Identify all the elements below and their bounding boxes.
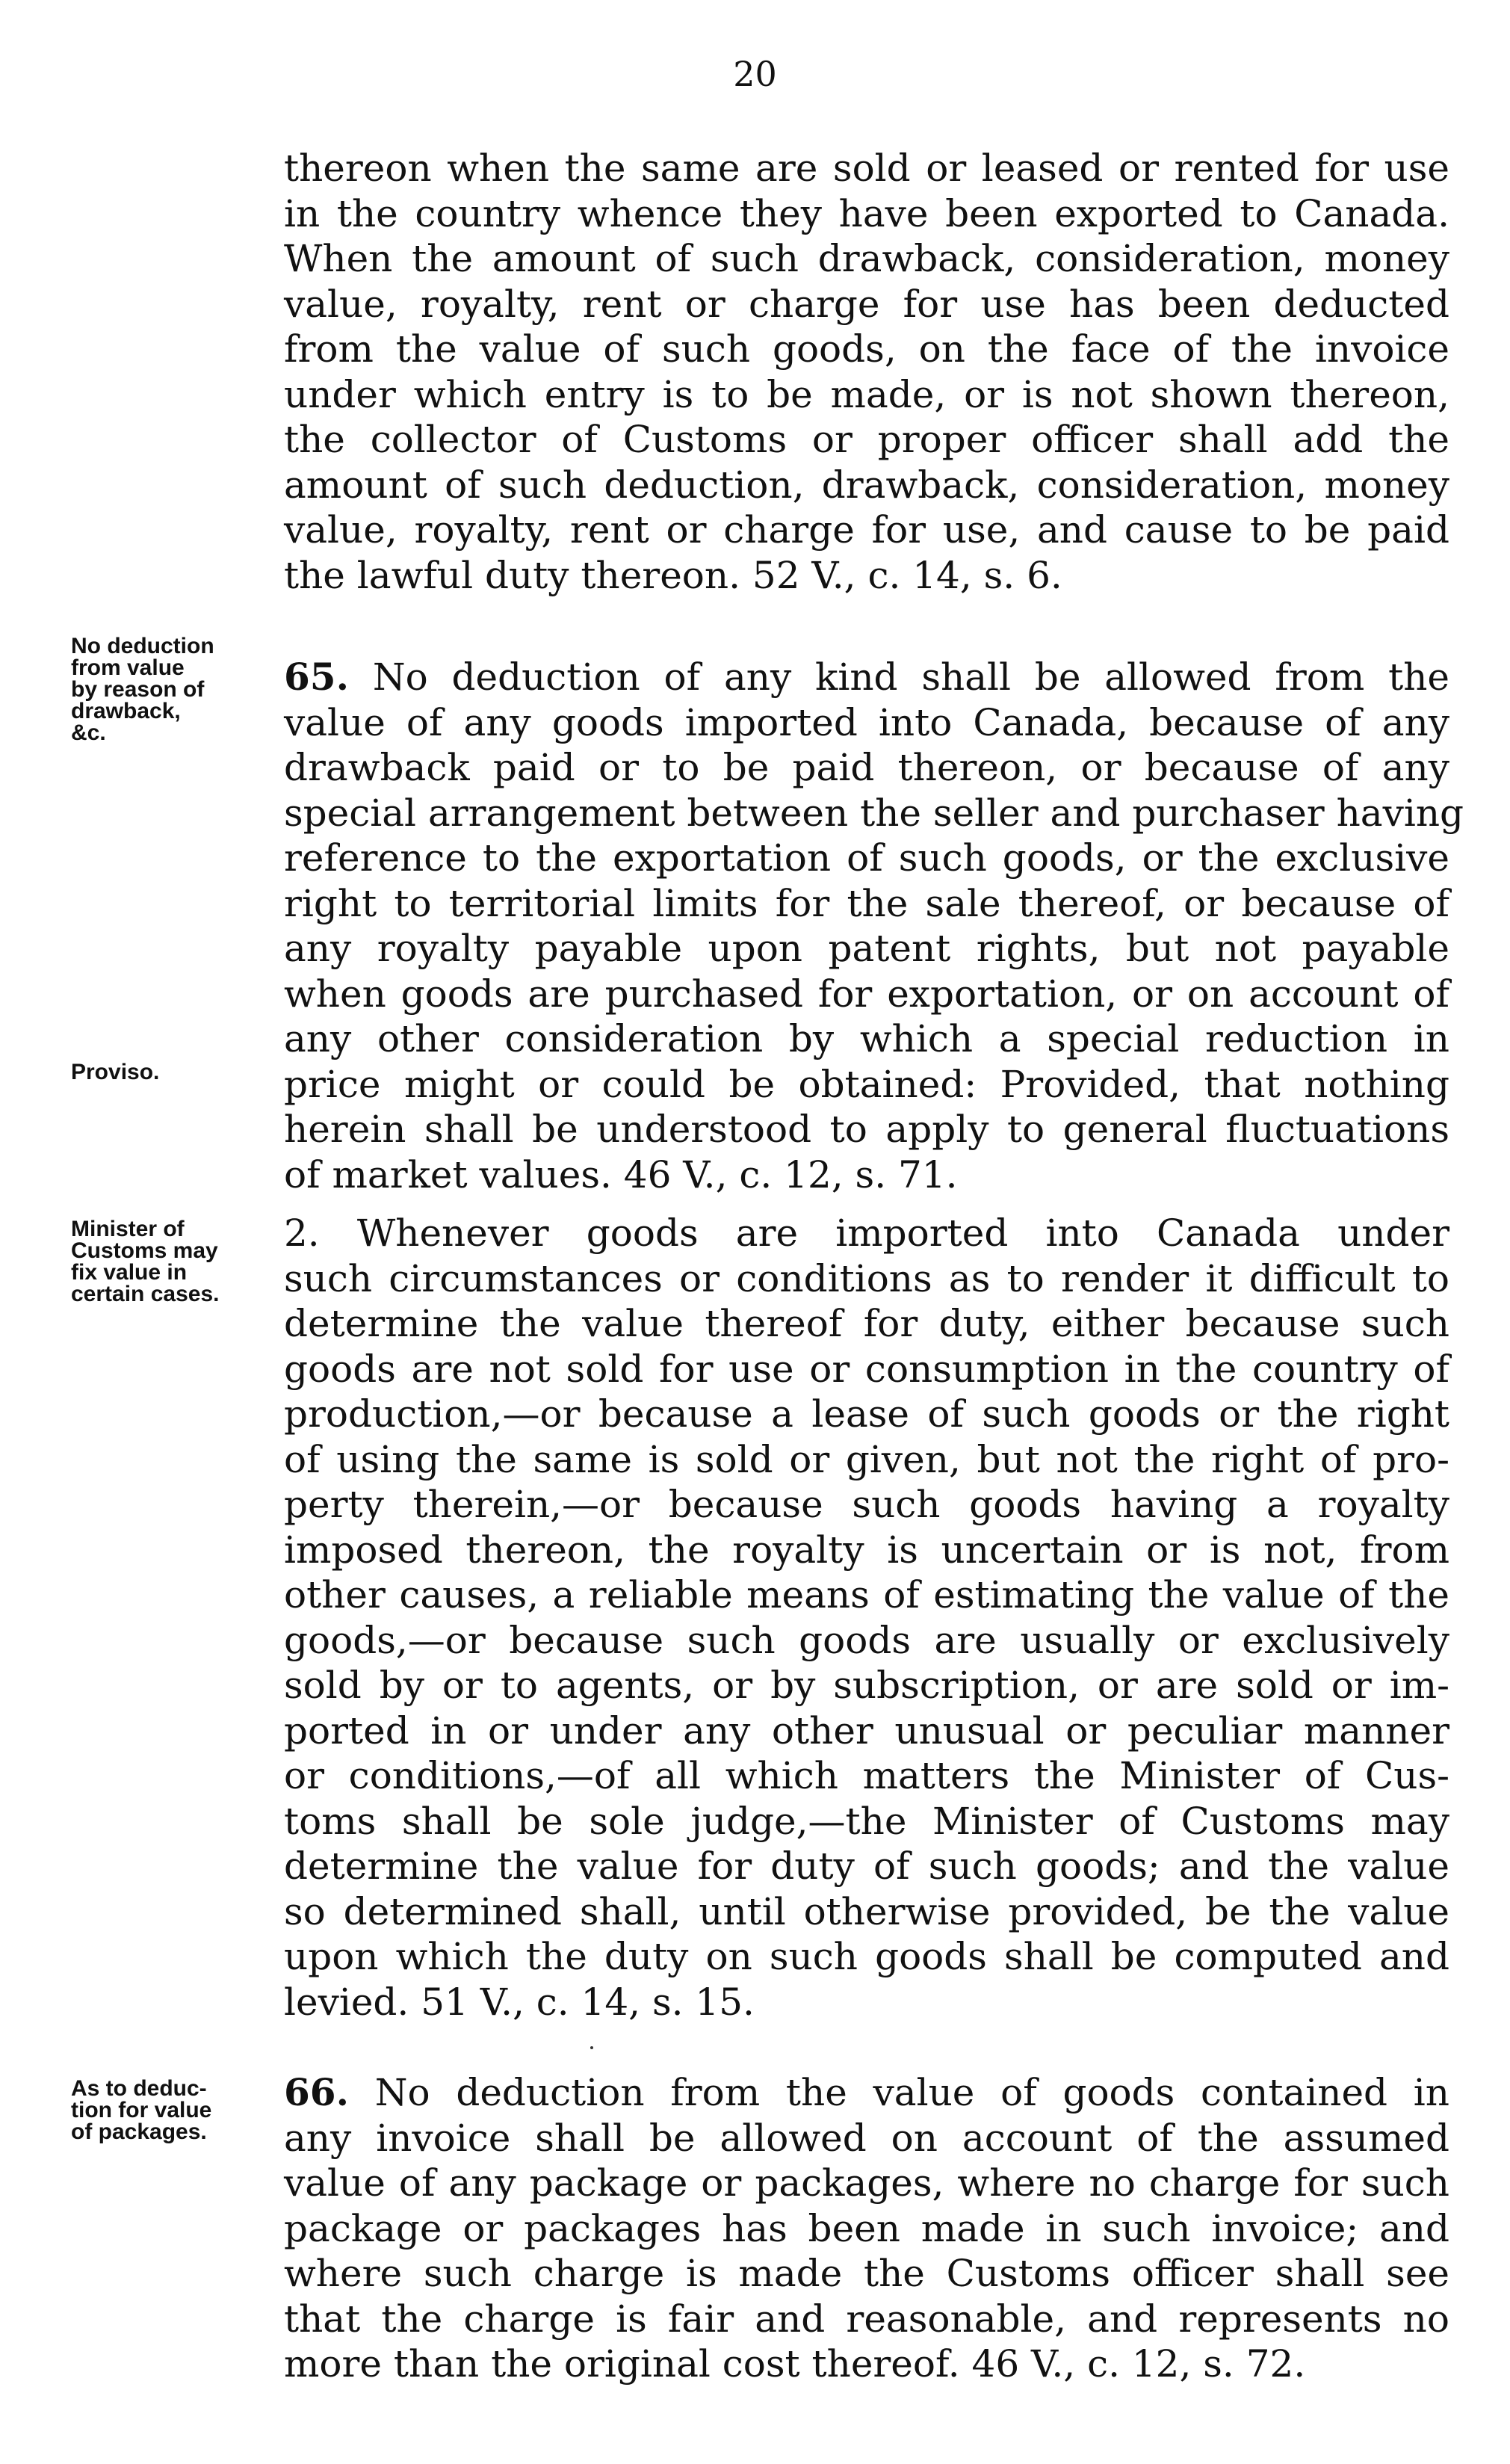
margin-note-line: by reason of	[71, 677, 205, 702]
text-line: drawback paid or to be paid thereon, or because of any	[284, 746, 1449, 789]
margin-note-line: tion for value	[71, 2098, 212, 2122]
text-line: imposed thereon, the royalty is uncertain or is not, from	[284, 1528, 1449, 1572]
text-line: upon which the duty on such goods shall be computed and	[284, 1935, 1449, 1978]
text-line: value, royalty, rent or charge for use, and cause to be paid	[284, 508, 1449, 552]
intro-paragraph	[284, 146, 1449, 598]
text-line: or conditions,—of all which matters the Minister of Cus-	[284, 1754, 1449, 1797]
text-line: any other consideration by which a special reduction in	[284, 1017, 1449, 1060]
margin-note-line: Minister of	[71, 1217, 185, 1241]
text-line: toms shall be sole judge,—the Minister of Customs may	[284, 1799, 1449, 1843]
text-line: any invoice shall be allowed on account of the assumed	[284, 2116, 1449, 2160]
section-first-line	[284, 655, 1449, 700]
section-65-subsection-2	[284, 1211, 1449, 2025]
text-line: determine the value for duty of such goods; and the value	[284, 1844, 1449, 1888]
section-65	[284, 655, 1464, 1197]
text-line: special arrangement between the seller and purchaser having	[284, 791, 1464, 835]
margin-note-no-deduction	[71, 635, 280, 744]
text-line: value, royalty, rent or charge for use has been deducted	[284, 282, 1449, 326]
margin-note-line: fix value in	[71, 1260, 188, 1285]
text-line: the lawful duty thereon. 52 V., c. 14, s. 6.	[284, 553, 1062, 597]
text-line: such circumstances or conditions as to render it difficult to	[284, 1256, 1449, 1300]
text-line: value of any package or packages, where no charge for such	[284, 2161, 1449, 2205]
text-line: of using the same is sold or given, but not the right of pro-	[284, 1437, 1449, 1481]
text-line: in the country whence they have been exported to Canada.	[284, 191, 1449, 235]
margin-note-line: Customs may	[71, 1238, 218, 1263]
section-first-line-text: No deduction from the value of goods contained in	[374, 2071, 1449, 2114]
text-line: the collector of Customs or proper officer shall add the	[284, 418, 1449, 461]
text-line: reference to the exportation of such goods, or the exclusive	[284, 836, 1449, 880]
text-line: sold by or to agents, or by subscription, or are sold or im-	[284, 1664, 1449, 1707]
margin-note-line: No deduction	[71, 634, 214, 658]
text-line: so determined shall, until otherwise provided, be the value	[284, 1889, 1449, 1933]
text-line: right to territorial limits for the sale thereof, or because of	[284, 881, 1449, 925]
text-line: that the charge is fair and reasonable, and represents no	[284, 2297, 1449, 2341]
margin-note-proviso	[71, 1061, 280, 1083]
margin-note-line: &c.	[71, 720, 106, 745]
print-speck	[590, 2046, 593, 2049]
text-line: package or packages has been made in such invoice; and	[284, 2206, 1449, 2250]
text-line: determine the value thereof for duty, either because such	[284, 1302, 1449, 1345]
text-line: When the amount of such drawback, consideration, money	[284, 237, 1449, 280]
section-number: 65.	[284, 655, 349, 699]
section-first-line-text: No deduction of any kind shall be allowed from the	[372, 655, 1449, 699]
text-line: production,—or because a lease of such goods or the right	[284, 1392, 1449, 1436]
text-line: more than the original cost thereof. 46 V., c. 12, s. 72.	[284, 2342, 1306, 2386]
page-number: 20	[733, 54, 777, 94]
section-number: 66.	[284, 2070, 349, 2114]
text-line: any royalty payable upon patent rights, but not payable	[284, 927, 1449, 970]
margin-note-line: of packages.	[71, 2119, 207, 2144]
section-66	[284, 2070, 1449, 2387]
text-line: of market values. 46 V., c. 12, s. 71.	[284, 1152, 958, 1197]
text-line: 2. Whenever goods are imported into Canada under	[284, 1211, 1449, 1255]
text-line: when goods are purchased for exportation, or on account of	[284, 972, 1449, 1016]
text-line: price might or could be obtained: Provided, that nothing	[284, 1062, 1449, 1106]
text-line: value of any goods imported into Canada, because of any	[284, 700, 1449, 744]
margin-note-line: certain cases.	[71, 1282, 220, 1306]
text-line: herein shall be understood to apply to general fluctuations	[284, 1108, 1449, 1151]
text-line: under which entry is to be made, or is not shown thereon,	[284, 372, 1449, 416]
section-first-line	[284, 2070, 1449, 2116]
text-line: perty therein,—or because such goods having a royalty	[284, 1483, 1449, 1526]
margin-note-line: Proviso.	[71, 1060, 160, 1084]
text-line: amount of such deduction, drawback, consideration, money	[284, 463, 1449, 507]
margin-note-package-value	[71, 2078, 280, 2143]
text-line: goods are not sold for use or consumption in the country of	[284, 1347, 1449, 1391]
text-line: levied. 51 V., c. 14, s. 15.	[284, 1980, 755, 2024]
margin-note-line: drawback,	[71, 699, 181, 723]
text-line: goods,—or because such goods are usually or exclusively	[284, 1618, 1449, 1662]
text-line: ported in or under any other unusual or peculiar manner	[284, 1708, 1449, 1753]
text-line: thereon when the same are sold or leased or rented for use	[284, 146, 1449, 190]
text-line: other causes, a reliable means of estimating the value of the	[284, 1573, 1449, 1617]
text-line: where such charge is made the Customs officer shall see	[284, 2252, 1449, 2295]
margin-note-line: As to deduc-	[71, 2076, 207, 2101]
text-line: from the value of such goods, on the face of the invoice	[284, 327, 1449, 371]
margin-note-minister-fix-value	[71, 1218, 280, 1305]
margin-note-line: from value	[71, 655, 185, 680]
